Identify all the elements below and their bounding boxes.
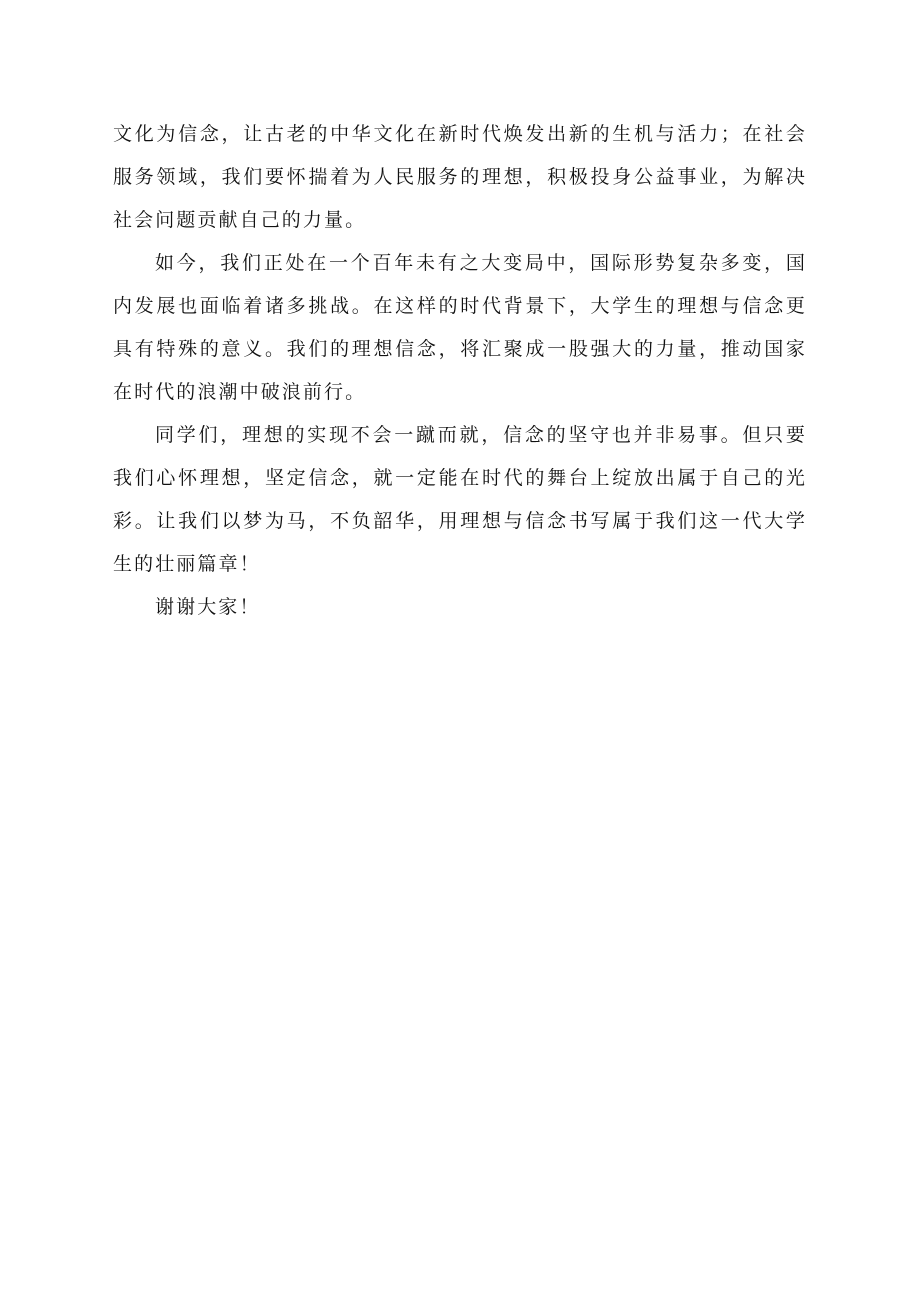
- paragraph-current-situation: 如今，我们正处在一个百年未有之大变局中，国际形势复杂多变，国内发展也面临着诸多挑战。在这样的时代背景下，大学生的理想与信念更具有特殊的意义。我们的理想信念，将汇聚成一股强大的力量，推动国家在时代的浪潮中破浪前行。: [113, 252, 807, 403]
- paragraph-closing: 谢谢大家！: [155, 596, 261, 618]
- paragraph-continuation: 文化为信念，让古老的中华文化在新时代焕发出新的生机与活力；在社会服务领域，我们要怀揣着为人民服务的理想，积极投身公益事业，为解决社会问题贡献自己的力量。: [113, 123, 807, 231]
- document-body: [113, 113, 807, 629]
- paragraph-call-to-action: 同学们，理想的实现不会一蹴而就，信念的坚守也并非易事。但只要我们心怀理想，坚定信念，就一定能在时代的舞台上绽放出属于自己的光彩。让我们以梦为马，不负韶华，用理想与信念书写属于我们这一代大学生的壮丽篇章！: [113, 424, 807, 575]
